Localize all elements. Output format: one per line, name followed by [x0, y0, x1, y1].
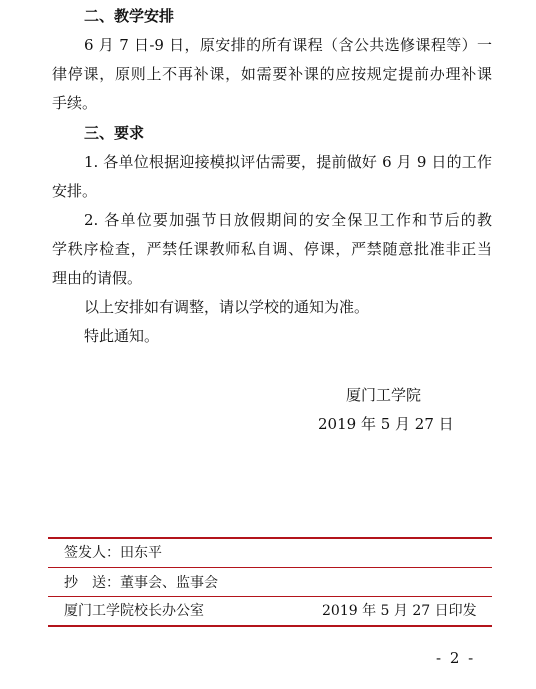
requirement-item-1-line: 安排。 — [52, 182, 98, 200]
adjustment-note: 以上安排如有调整，请以学校的通知为准。 — [84, 298, 370, 316]
signature-organization: 厦门工学院 — [346, 386, 422, 404]
section-heading-teaching: 二、教学安排 — [84, 7, 175, 25]
paragraph-line: 6 月 7 日-9 日，原安排的所有课程（含公共选修课程等）一 — [84, 36, 492, 54]
print-date: 2019 年 5 月 27 日印发 — [322, 603, 477, 619]
footer-rule — [48, 567, 492, 568]
footer-rule-bottom — [48, 625, 492, 627]
closing-remark: 特此通知。 — [84, 327, 160, 345]
issuing-office: 厦门工学院校长办公室 — [64, 603, 204, 619]
page-number: - 2 - — [436, 649, 476, 667]
requirement-item-2-line: 2. 各单位要加强节日放假期间的安全保卫工作和节后的教 — [84, 211, 492, 229]
issuer-line: 签发人：田东平 — [64, 545, 162, 561]
requirement-item-1-line: 1. 各单位根据迎接模拟评估需要，提前做好 6 月 9 日的工作 — [84, 153, 492, 171]
cc-line: 抄 送：董事会、监事会 — [64, 575, 218, 591]
paragraph-line: 律停课，原则上不再补课，如需要补课的应按规定提前办理补课 — [52, 65, 492, 83]
footer-rule-top — [48, 537, 492, 539]
section-heading-requirements: 三、要求 — [84, 124, 145, 142]
paragraph-line: 手续。 — [52, 94, 98, 112]
requirement-item-2-line: 学秩序检查，严禁任课教师私自调、停课，严禁随意批准非正当 — [52, 240, 492, 258]
footer-rule — [48, 596, 492, 597]
requirement-item-2-line: 理由的请假。 — [52, 269, 143, 287]
signature-date: 2019 年 5 月 27 日 — [318, 415, 454, 433]
